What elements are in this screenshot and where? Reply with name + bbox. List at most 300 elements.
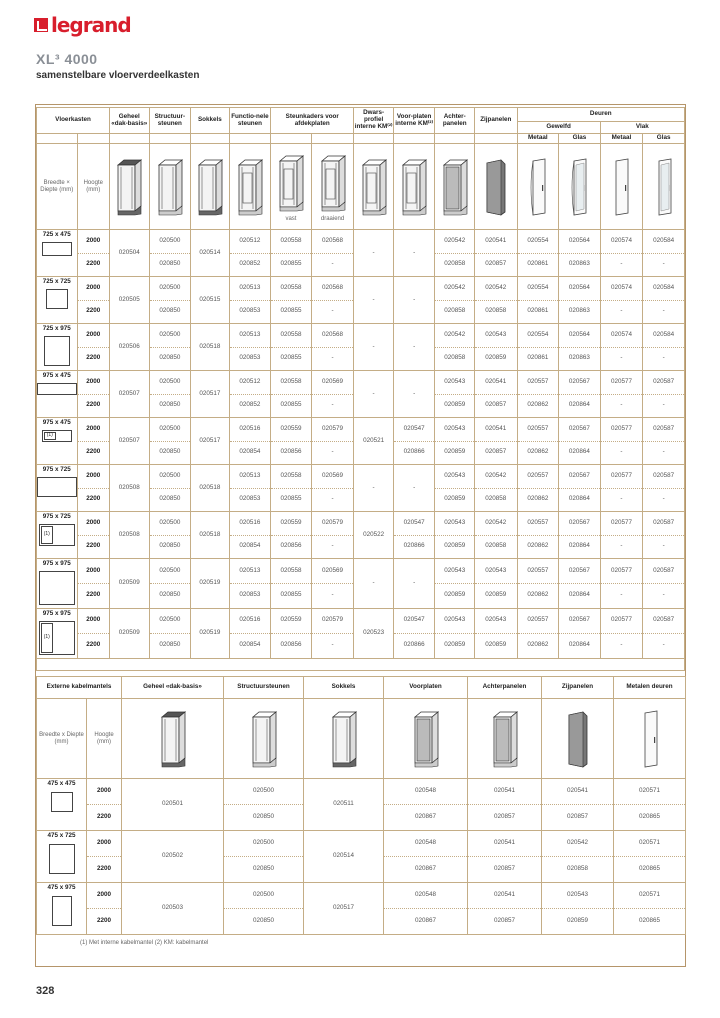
size-label: 975 x 725 xyxy=(42,466,71,473)
duct-structure-illustration xyxy=(224,699,304,779)
structuur-cell: 020850 xyxy=(149,394,191,418)
functionele-cell: 020512 xyxy=(229,371,271,395)
voorplaat-cell: 020867 xyxy=(384,857,468,883)
sokkel-cell: 020518 xyxy=(191,324,230,371)
deur-gewelfd-glas-cell: 020864 xyxy=(559,583,601,608)
deur-gewelfd-glas-cell: 020567 xyxy=(559,512,601,536)
deur-gewelfd-glas-cell: 020864 xyxy=(559,394,601,418)
duct-rear-panel-illustration xyxy=(468,699,542,779)
zijpaneel-cell: 020542 xyxy=(542,831,614,857)
header-vloerkasten: Vloerkasten xyxy=(37,108,110,134)
zijpaneel-cell: 020859 xyxy=(542,909,614,935)
structuur-cell: 020500 xyxy=(149,608,191,633)
structuur-cell: 020850 xyxy=(149,347,191,371)
table-row xyxy=(37,559,685,584)
achterpaneel-cell: 020542 xyxy=(435,277,475,301)
structuur-cell: 020850 xyxy=(224,805,304,831)
achterpaneel-cell: 020543 xyxy=(435,608,475,633)
zijpaneel-cell: 020858 xyxy=(474,300,517,324)
functionele-cell: 020516 xyxy=(229,608,271,633)
voorplaat-cell: 020867 xyxy=(384,805,468,831)
achterpaneel-cell: 020859 xyxy=(435,633,475,658)
door-curved-glass-illustration xyxy=(559,144,601,230)
header-metalen-deuren: Metalen deuren xyxy=(614,677,686,699)
steunkader-draaiend-cell: 020569 xyxy=(311,465,354,489)
voorplaat-cell: 020866 xyxy=(393,535,435,559)
table-row xyxy=(37,277,685,301)
geheel-cell: 020501 xyxy=(122,779,224,831)
achterpaneel-cell: 020543 xyxy=(435,512,475,536)
cabinet-complete-illustration xyxy=(110,144,150,230)
structuur-cell: 020850 xyxy=(149,535,191,559)
geheel-cell: 020502 xyxy=(122,831,224,883)
brand-name: legrand xyxy=(51,13,131,37)
structuur-cell: 020850 xyxy=(149,488,191,512)
size-label: 725 x 975 xyxy=(42,325,71,332)
dwarsprofiel-cell: - xyxy=(354,277,394,324)
header-structuur: Structuur-steunen xyxy=(149,108,191,134)
header-glas2: Glas xyxy=(643,134,685,144)
floor-plan-icon xyxy=(42,430,72,442)
deur-vlak-metaal-cell: - xyxy=(600,347,643,371)
achterpaneel-cell: 020542 xyxy=(435,230,475,254)
page-title: XL³ 4000 xyxy=(36,51,98,67)
structuur-cell: 020500 xyxy=(224,883,304,909)
height-cell: 2200 xyxy=(87,909,122,935)
steunkader-vast-cell: 020559 xyxy=(271,512,312,536)
dwarsprofiel-cell: - xyxy=(354,324,394,371)
deur-vlak-glas-cell: 020587 xyxy=(643,371,685,395)
sokkel-cell: 020514 xyxy=(191,230,230,277)
deur-gewelfd-glas-cell: 020567 xyxy=(559,465,601,489)
steunkader-vast-cell: 020855 xyxy=(271,300,312,324)
duct-plinth-illustration xyxy=(304,699,384,779)
deur-vlak-metaal-cell: 020577 xyxy=(600,465,643,489)
structuur-cell: 020500 xyxy=(149,559,191,584)
rear-panel-illustration xyxy=(435,144,475,230)
sokkel-cell: 020517 xyxy=(191,418,230,465)
dwarsprofiel-cell: - xyxy=(354,559,394,609)
height-cell: 2000 xyxy=(87,779,122,805)
geheel-cell: 020507 xyxy=(110,418,150,465)
legrand-logo-mark xyxy=(34,18,48,32)
zijpaneel-cell: 020857 xyxy=(474,253,517,277)
achterpaneel-cell: 020858 xyxy=(435,253,475,277)
floor-plan-icon xyxy=(37,383,77,395)
geheel-cell: 020503 xyxy=(122,883,224,935)
geheel-cell: 020508 xyxy=(110,465,150,512)
dwarsprofiel-cell: - xyxy=(354,230,394,277)
external-cable-duct-table xyxy=(36,676,686,935)
steunkader-vast-cell: 020856 xyxy=(271,535,312,559)
steunkader-draaiend-cell: 020579 xyxy=(311,512,354,536)
deur-vlak-metaal-cell: - xyxy=(600,441,643,465)
structuur-cell: 020500 xyxy=(149,465,191,489)
deur-gewelfd-glas-cell: 020567 xyxy=(559,371,601,395)
functionele-cell: 020512 xyxy=(229,230,271,254)
zijpaneel-cell: 020858 xyxy=(474,488,517,512)
height-cell: 2200 xyxy=(87,857,122,883)
deur-vlak-metaal-cell: 020574 xyxy=(600,324,643,348)
deur-gewelfd-glas-cell: 020567 xyxy=(559,559,601,584)
height-cell: 2000 xyxy=(87,883,122,909)
structuur-cell: 020500 xyxy=(149,230,191,254)
deur-gewelfd-glas-cell: 020564 xyxy=(559,324,601,348)
header-zijpanelen: Zijpanelen xyxy=(474,108,517,134)
header-sokkels: Sokkels xyxy=(191,108,230,134)
deur-vlak-metaal-cell: - xyxy=(600,394,643,418)
deur-gewelfd-glas-cell: 020864 xyxy=(559,633,601,658)
structuur-cell: 020850 xyxy=(149,300,191,324)
height-cell: 2000 xyxy=(77,559,109,584)
size-cell xyxy=(37,418,78,465)
achterpaneel-cell: 020859 xyxy=(435,488,475,512)
achterpaneel-cell: 020543 xyxy=(435,559,475,584)
steunkader-vast-cell: 020856 xyxy=(271,633,312,658)
deur-vlak-metaal-cell: - xyxy=(600,300,643,324)
dwarsprofiel-cell: - xyxy=(354,371,394,418)
voorplaat-cell: 020547 xyxy=(393,608,435,633)
voorplaat-cell: 020866 xyxy=(393,633,435,658)
zijpaneel-cell: 020541 xyxy=(474,371,517,395)
voorplaat-cell: - xyxy=(393,465,435,512)
deur-vlak-glas-cell: 020587 xyxy=(643,559,685,584)
achterpaneel-cell: 020858 xyxy=(435,347,475,371)
zijpaneel-cell: 020543 xyxy=(474,559,517,584)
height-cell: 2000 xyxy=(77,324,109,348)
deur-vlak-metaal-cell: - xyxy=(600,583,643,608)
functionele-cell: 020513 xyxy=(229,465,271,489)
internal-duct-icon: (1) xyxy=(41,526,53,544)
floor-cabinet-table xyxy=(36,107,685,671)
steunkader-draaiend-cell: - xyxy=(311,253,354,277)
header-hoogte: Hoogte (mm) xyxy=(77,144,109,230)
zijpaneel-cell: 020543 xyxy=(474,608,517,633)
steunkader-draaiend-cell: 020569 xyxy=(311,371,354,395)
size-cell xyxy=(37,371,78,418)
deur-vlak-metaal-cell: 020577 xyxy=(600,371,643,395)
header-deuren: Deuren xyxy=(517,108,684,122)
table-row xyxy=(37,324,685,348)
side-panel-illustration xyxy=(474,144,517,230)
steunkader-draaiend-cell: 020579 xyxy=(311,608,354,633)
duct-complete-illustration xyxy=(122,699,224,779)
voorplaat-cell: 020867 xyxy=(384,909,468,935)
metalen-deur-cell: 020571 xyxy=(614,831,686,857)
table-row xyxy=(37,608,685,633)
height-cell: 2000 xyxy=(77,230,109,254)
size-cell xyxy=(37,277,78,324)
deur-vlak-glas-cell: 020587 xyxy=(643,418,685,442)
zijpaneel-cell: 020857 xyxy=(474,441,517,465)
steunkader-vast-cell: 020559 xyxy=(271,608,312,633)
deur-gewelfd-metaal-cell: 020861 xyxy=(517,253,559,277)
deur-gewelfd-metaal-cell: 020557 xyxy=(517,608,559,633)
floor-plan-icon xyxy=(52,896,72,926)
deur-vlak-glas-cell: 020587 xyxy=(643,608,685,633)
voorplaat-cell: - xyxy=(393,324,435,371)
door-flat-metal-illustration xyxy=(600,144,643,230)
dwarsprofiel-cell: - xyxy=(354,465,394,512)
table-row xyxy=(37,465,685,489)
deur-gewelfd-metaal-cell: 020861 xyxy=(517,300,559,324)
sokkel-cell: 020515 xyxy=(191,277,230,324)
size-label: 975 x 475 xyxy=(42,372,71,379)
structuur-cell: 020500 xyxy=(149,324,191,348)
deur-vlak-glas-cell: 020584 xyxy=(643,324,685,348)
height-cell: 2000 xyxy=(87,831,122,857)
size-cell xyxy=(37,324,78,371)
height-cell: 2000 xyxy=(77,512,109,536)
sokkel-cell: 020514 xyxy=(304,831,384,883)
deur-gewelfd-glas-cell: 020564 xyxy=(559,230,601,254)
deur-vlak-glas-cell: 020584 xyxy=(643,230,685,254)
voorplaat-cell: 020547 xyxy=(393,512,435,536)
structuur-cell: 020500 xyxy=(149,277,191,301)
height-cell: 2200 xyxy=(77,583,109,608)
floor-plan-icon xyxy=(46,289,68,309)
deur-gewelfd-glas-cell: 020863 xyxy=(559,253,601,277)
deur-vlak-glas-cell: - xyxy=(643,394,685,418)
page-subtitle: samenstelbare vloerverdeelkasten xyxy=(36,70,200,81)
size-cell xyxy=(37,465,78,512)
structuur-cell: 020500 xyxy=(149,371,191,395)
voorplaat-cell: 020866 xyxy=(393,441,435,465)
height-cell: 2000 xyxy=(77,608,109,633)
deur-vlak-metaal-cell: 020574 xyxy=(600,230,643,254)
steunkader-draaiend-cell: - xyxy=(311,583,354,608)
deur-gewelfd-glas-cell: 020567 xyxy=(559,418,601,442)
floor-plan-icon xyxy=(37,477,77,497)
steunkader-vast-cell: 020558 xyxy=(271,465,312,489)
deur-vlak-metaal-cell: 020577 xyxy=(600,418,643,442)
deur-vlak-glas-cell: - xyxy=(643,253,685,277)
floor-plan-icon xyxy=(44,336,70,366)
header-glas1: Glas xyxy=(559,134,601,144)
floor-plan-icon xyxy=(39,571,75,605)
table-row xyxy=(37,371,685,395)
size-cell xyxy=(37,512,78,559)
deur-gewelfd-metaal-cell: 020862 xyxy=(517,535,559,559)
height-cell: 2000 xyxy=(77,418,109,442)
height-cell: 2200 xyxy=(77,300,109,324)
door-flat-glass-illustration xyxy=(643,144,685,230)
steunkader-draaiend-cell: - xyxy=(311,488,354,512)
deur-gewelfd-metaal-cell: 020862 xyxy=(517,488,559,512)
metalen-deur-cell: 020571 xyxy=(614,779,686,805)
geheel-cell: 020504 xyxy=(110,230,150,277)
metalen-deur-cell: 020865 xyxy=(614,909,686,935)
table-row xyxy=(37,230,685,254)
steunkader-vast-cell: 020856 xyxy=(271,441,312,465)
deur-gewelfd-metaal-cell: 020554 xyxy=(517,230,559,254)
functionele-cell: 020853 xyxy=(229,488,271,512)
structuur-cell: 020850 xyxy=(224,857,304,883)
achterpaneel-cell: 020857 xyxy=(468,805,542,831)
table-row xyxy=(37,418,685,442)
achterpaneel-cell: 020542 xyxy=(435,324,475,348)
achterpaneel-cell: 020857 xyxy=(468,857,542,883)
deur-vlak-metaal-cell: 020577 xyxy=(600,559,643,584)
voorplaat-cell: 020548 xyxy=(384,883,468,909)
height-cell: 2200 xyxy=(77,441,109,465)
steunkader-draaiend-cell: - xyxy=(311,347,354,371)
geheel-cell: 020509 xyxy=(110,559,150,609)
deur-vlak-glas-cell: - xyxy=(643,441,685,465)
height-cell: 2200 xyxy=(77,633,109,658)
header-breedte-diepte: Breedte × Diepte (mm) xyxy=(37,144,78,230)
deur-vlak-metaal-cell: 020577 xyxy=(600,608,643,633)
steunkader-draaiend-cell: - xyxy=(311,300,354,324)
deur-vlak-glas-cell: - xyxy=(643,633,685,658)
functional-uprights-illustration xyxy=(229,144,271,230)
structuur-cell: 020850 xyxy=(149,583,191,608)
voorplaat-cell: 020547 xyxy=(393,418,435,442)
voorplaat-cell: - xyxy=(393,371,435,418)
deur-gewelfd-metaal-cell: 020862 xyxy=(517,633,559,658)
deur-vlak-metaal-cell: - xyxy=(600,253,643,277)
steunkader-vast-cell: 020558 xyxy=(271,371,312,395)
dwarsprofiel-cell: 020521 xyxy=(354,418,394,465)
front-plate-illustration xyxy=(393,144,435,230)
header-hoogte: Hoogte (mm) xyxy=(87,699,122,779)
metalen-deur-cell: 020865 xyxy=(614,805,686,831)
deur-gewelfd-glas-cell: 020564 xyxy=(559,277,601,301)
header-metaal2: Metaal xyxy=(600,134,643,144)
size-label: 475 x 725 xyxy=(47,832,76,839)
metalen-deur-cell: 020865 xyxy=(614,857,686,883)
deur-vlak-glas-cell: 020584 xyxy=(643,277,685,301)
steunkader-draaiend-cell: - xyxy=(311,633,354,658)
geheel-cell: 020508 xyxy=(110,512,150,559)
size-label: 475 x 975 xyxy=(47,884,76,891)
voorplaat-cell: - xyxy=(393,230,435,277)
zijpaneel-cell: 020858 xyxy=(474,535,517,559)
size-label: 475 x 475 xyxy=(47,780,76,787)
functionele-cell: 020852 xyxy=(229,253,271,277)
deur-vlak-metaal-cell: - xyxy=(600,488,643,512)
sokkel-cell: 020519 xyxy=(191,608,230,658)
header-structuur: Structuursteunen xyxy=(224,677,304,699)
header-achterpanelen: Achter-panelen xyxy=(435,108,475,134)
sokkel-cell: 020519 xyxy=(191,559,230,609)
structure-uprights-illustration xyxy=(149,144,191,230)
deur-vlak-glas-cell: - xyxy=(643,535,685,559)
structuur-cell: 020500 xyxy=(224,831,304,857)
sokkel-cell: 020518 xyxy=(191,465,230,512)
size-label: 975 x 975 xyxy=(42,609,71,617)
zijpaneel-cell: 020859 xyxy=(474,347,517,371)
functionele-cell: 020854 xyxy=(229,441,271,465)
geheel-cell: 020507 xyxy=(110,371,150,418)
height-cell: 2000 xyxy=(77,465,109,489)
achterpaneel-cell: 020857 xyxy=(468,909,542,935)
deur-gewelfd-metaal-cell: 020557 xyxy=(517,371,559,395)
catalog-frame xyxy=(35,104,686,967)
steunkader-vast-cell: 020855 xyxy=(271,488,312,512)
header-achterpanelen: Achterpanelen xyxy=(468,677,542,699)
sokkel-cell: 020517 xyxy=(304,883,384,935)
steunkader-draaiend-cell: 020579 xyxy=(311,418,354,442)
size-label: 975 x 725 xyxy=(42,513,71,520)
size-label: 725 x 475 xyxy=(42,231,71,238)
deur-gewelfd-metaal-cell: 020862 xyxy=(517,583,559,608)
size-cell xyxy=(37,608,78,658)
zijpaneel-cell: 020541 xyxy=(474,418,517,442)
voorplaat-cell: 020548 xyxy=(384,831,468,857)
functionele-cell: 020513 xyxy=(229,559,271,584)
achterpaneel-cell: 020541 xyxy=(468,831,542,857)
deur-gewelfd-glas-cell: 020567 xyxy=(559,608,601,633)
deur-vlak-glas-cell: - xyxy=(643,488,685,512)
header-geheel: Geheel «dak-basis» xyxy=(110,108,150,134)
deur-vlak-metaal-cell: - xyxy=(600,633,643,658)
functionele-cell: 020513 xyxy=(229,277,271,301)
steunkader-draaiend-cell: 020568 xyxy=(311,277,354,301)
structuur-cell: 020850 xyxy=(149,441,191,465)
structuur-cell: 020500 xyxy=(149,512,191,536)
zijpaneel-cell: 020543 xyxy=(542,883,614,909)
table-row xyxy=(37,831,686,857)
achterpaneel-cell: 020543 xyxy=(435,465,475,489)
steunkader-vast-cell: 020558 xyxy=(271,277,312,301)
structuur-cell: 020500 xyxy=(149,418,191,442)
functionele-cell: 020513 xyxy=(229,324,271,348)
header-gewelfd: Gewelfd xyxy=(517,122,600,134)
sokkel-cell: 020511 xyxy=(304,779,384,831)
steunkader-vast-cell: 020855 xyxy=(271,253,312,277)
deur-gewelfd-metaal-cell: 020861 xyxy=(517,347,559,371)
header-sokkels: Sokkels xyxy=(304,677,384,699)
footnote: (1) Met interne kabelmantel (2) KM: kabelmantel xyxy=(80,940,209,946)
steunkader-vast-cell: 020559 xyxy=(271,418,312,442)
deur-vlak-glas-cell: 020587 xyxy=(643,512,685,536)
achterpaneel-cell: 020859 xyxy=(435,394,475,418)
geheel-cell: 020505 xyxy=(110,277,150,324)
functionele-cell: 020854 xyxy=(229,633,271,658)
deur-vlak-metaal-cell: 020574 xyxy=(600,277,643,301)
deur-vlak-metaal-cell: - xyxy=(600,535,643,559)
duct-side-panel-illustration xyxy=(542,699,614,779)
header-externe: Externe kabelmantels xyxy=(37,677,122,699)
zijpaneel-cell: 020541 xyxy=(474,230,517,254)
deur-vlak-glas-cell: - xyxy=(643,347,685,371)
duct-metal-door-illustration xyxy=(614,699,686,779)
mounting-frame-fixed-illustration xyxy=(271,144,312,230)
deur-gewelfd-metaal-cell: 020557 xyxy=(517,512,559,536)
size-cell xyxy=(37,230,78,277)
height-cell: 2200 xyxy=(77,347,109,371)
floor-plan-icon xyxy=(51,792,73,812)
internal-duct-icon: (1) xyxy=(41,623,53,653)
voorplaat-cell: 020548 xyxy=(384,779,468,805)
dwarsprofiel-cell: 020522 xyxy=(354,512,394,559)
geheel-cell: 020506 xyxy=(110,324,150,371)
duct-front-plate-illustration xyxy=(384,699,468,779)
functionele-cell: 020854 xyxy=(229,535,271,559)
size-cell xyxy=(37,779,87,831)
achterpaneel-cell: 020858 xyxy=(435,300,475,324)
height-cell: 2200 xyxy=(77,488,109,512)
size-cell xyxy=(37,831,87,883)
zijpaneel-cell: 020542 xyxy=(474,277,517,301)
caption-draaiend: draaiend xyxy=(320,216,345,223)
voorplaat-cell: - xyxy=(393,277,435,324)
functionele-cell: 020516 xyxy=(229,418,271,442)
deur-gewelfd-metaal-cell: 020554 xyxy=(517,324,559,348)
metalen-deur-cell: 020571 xyxy=(614,883,686,909)
size-label: 725 x 725 xyxy=(42,278,71,285)
